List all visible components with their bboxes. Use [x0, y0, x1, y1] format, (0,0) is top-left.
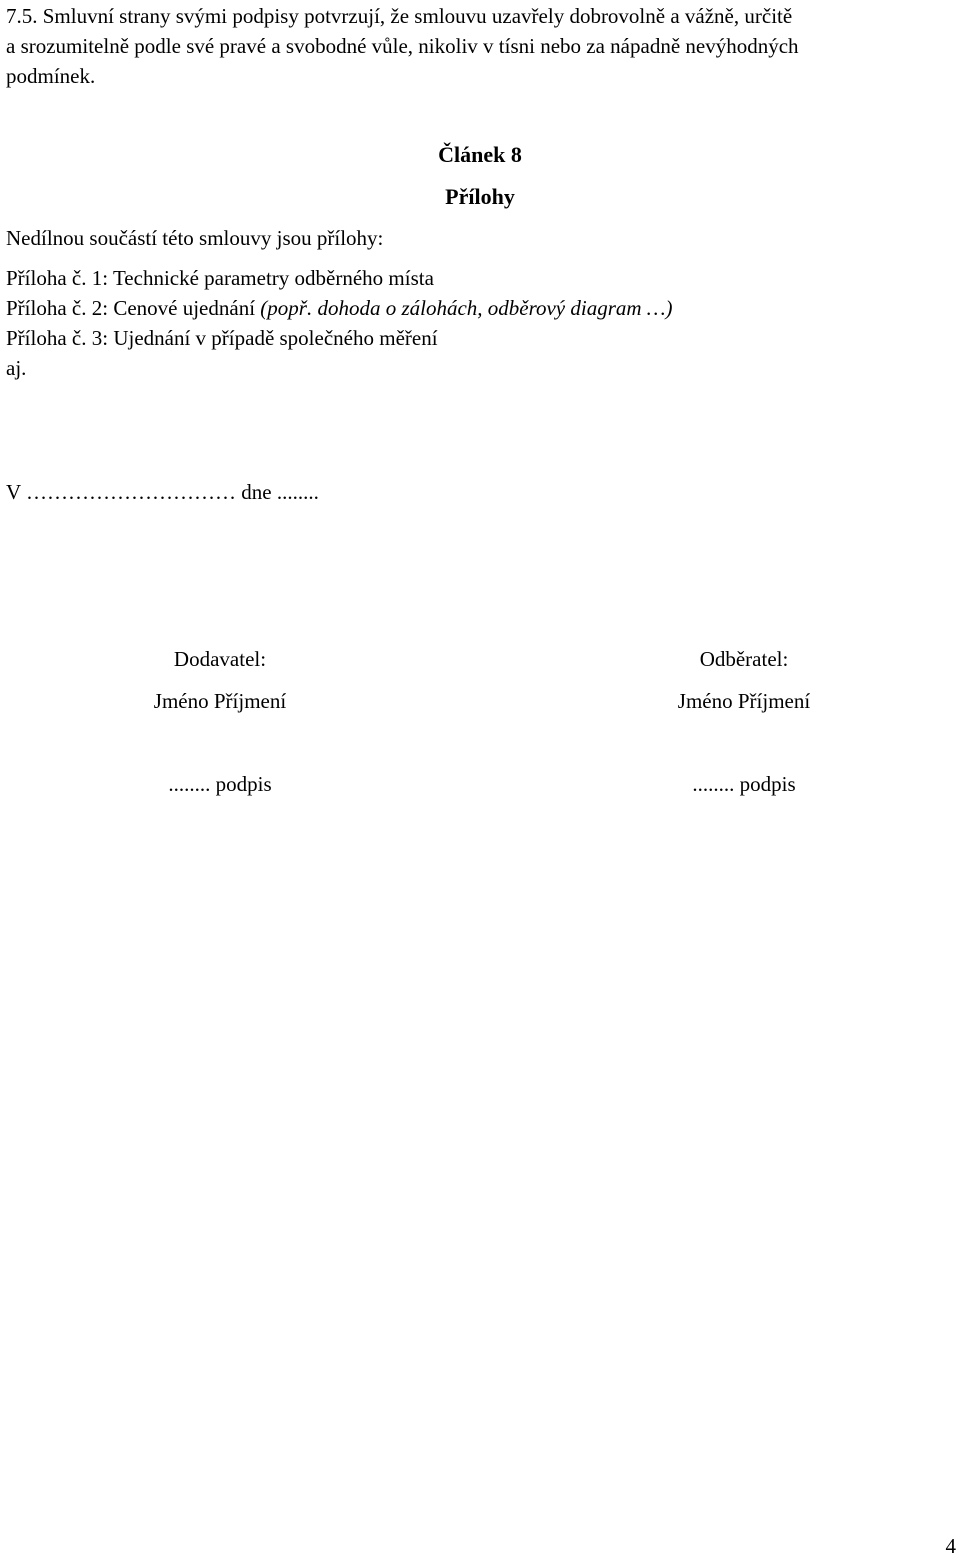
section-7-5-line: 7.5. Smluvní strany svými podpisy potvrzují, že smlouvu uzavřely dobrovolně a vážně, určitě — [6, 4, 793, 28]
attachment-label: aj. — [6, 356, 27, 380]
customer-signature-line: ........ podpis — [692, 772, 796, 796]
attachment-item — [6, 353, 672, 383]
attachment-label: Příloha č. 1: Technické parametry odběrného místa — [6, 266, 434, 290]
supplier-name: Jméno Příjmení — [153, 689, 287, 713]
attachments-intro: Nedílnou součástí této smlouvy jsou přílohy: — [6, 226, 384, 250]
attachment-item — [6, 263, 672, 293]
section-7-5-line: podmínek. — [6, 64, 96, 88]
section-7-5-line: a srozumitelně podle své pravé a svobodné vůle, nikoliv v tísni nebo za nápadně nevýhodných — [6, 34, 799, 58]
attachment-label: Příloha č. 3: Ujednání v případě společného měření — [6, 326, 438, 350]
customer-name: Jméno Příjmení — [677, 689, 811, 713]
customer-role: Odběratel: — [699, 647, 789, 671]
attachments-list — [6, 263, 672, 383]
attachment-item — [6, 293, 672, 323]
article-number: Článek 8 — [438, 142, 522, 167]
supplier-role: Dodavatel: — [173, 647, 267, 671]
page-number: 4 — [945, 1534, 956, 1558]
attachment-item — [6, 323, 672, 353]
article-heading: Přílohy — [445, 184, 515, 209]
place-date-line: V ………………………… dne ........ — [6, 480, 319, 504]
supplier-signature-line: ........ podpis — [168, 772, 272, 796]
attachment-label: Příloha č. 2: Cenové ujednání — [6, 296, 261, 320]
section-7-5-paragraph — [6, 1, 960, 91]
attachment-note: (popř. dohoda o zálohách, odběrový diagram …) — [260, 296, 673, 320]
